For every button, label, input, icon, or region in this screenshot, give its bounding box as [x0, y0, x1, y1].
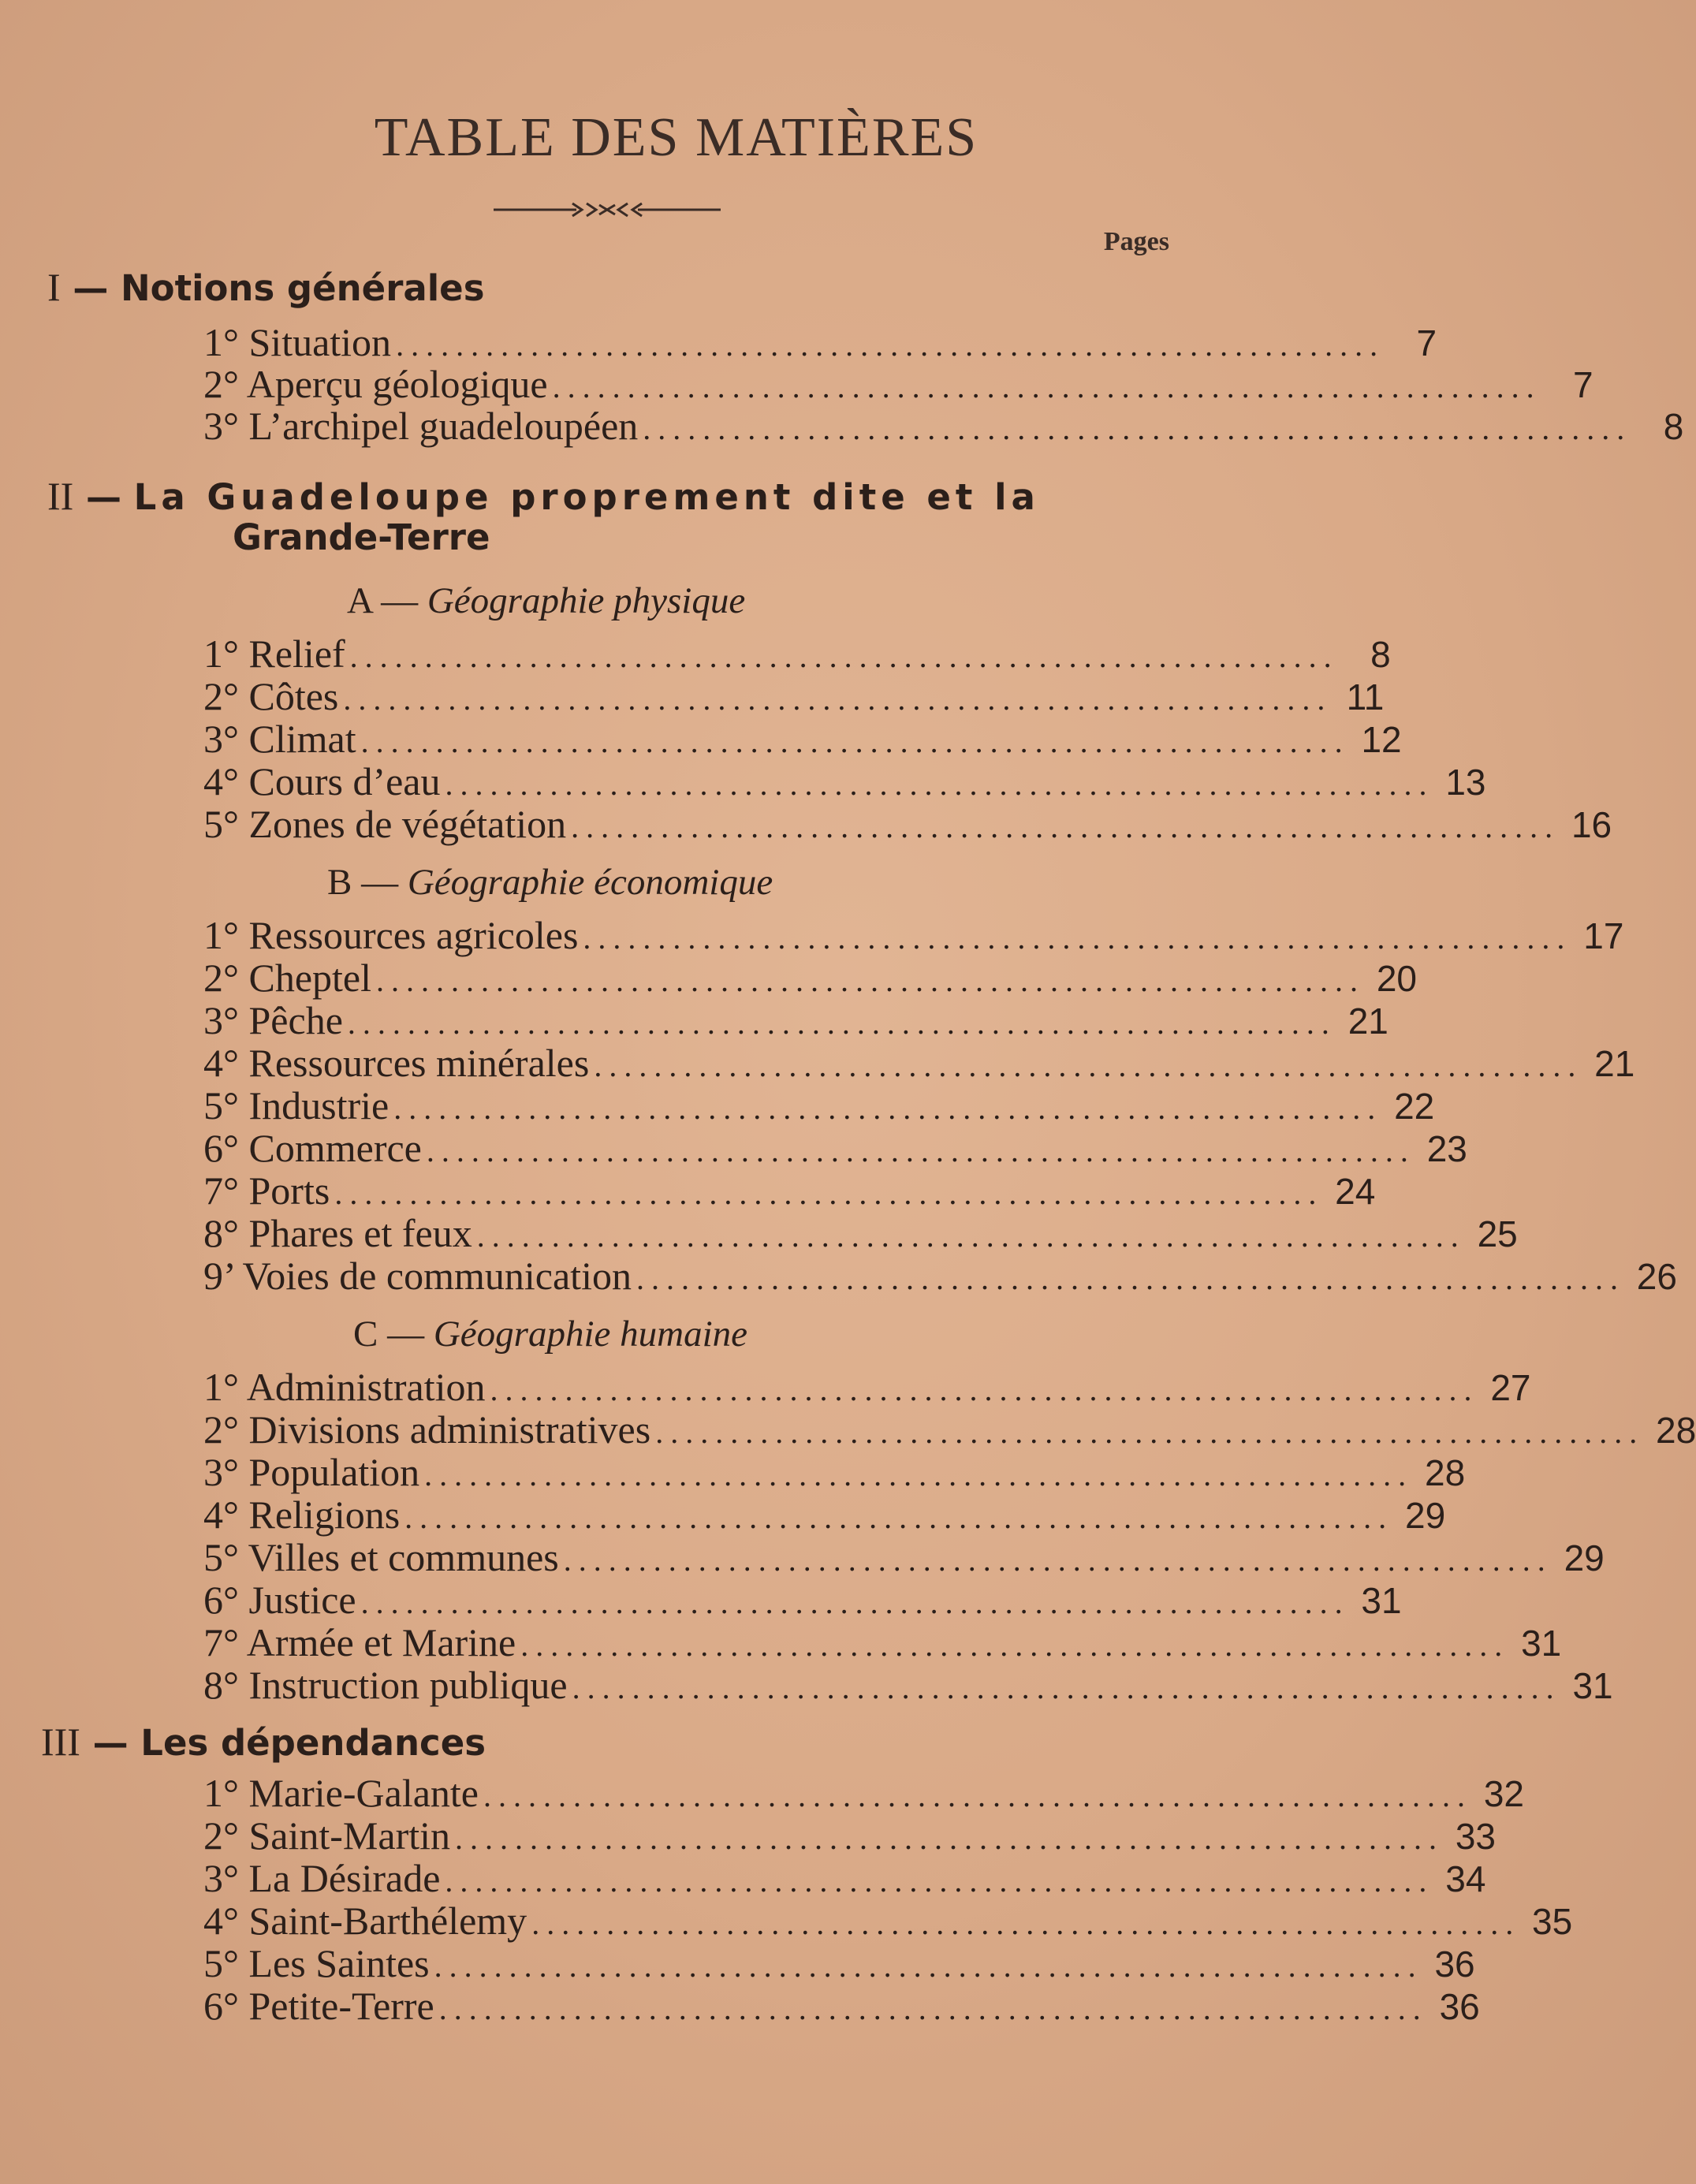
entry-label: 4° Cours d’eau	[203, 759, 441, 803]
dot-leader: ..................................................................	[343, 681, 1333, 717]
toc-entry[interactable]	[203, 1125, 1467, 1170]
dot-leader: ..................................................................	[404, 1500, 1394, 1535]
entry-page: 36	[1434, 1944, 1475, 1985]
section-roman: III	[41, 1720, 80, 1764]
subsection-dash: —	[381, 580, 419, 621]
entry-label: 2° Côtes	[203, 674, 339, 718]
subsection-letter: A	[347, 580, 372, 621]
page-title: TABLE DES MATIÈRES	[374, 107, 978, 168]
toc-entry[interactable]	[203, 1083, 1435, 1127]
toc-entry[interactable]	[203, 1898, 1573, 1943]
dot-leader: ..................................................................	[531, 1906, 1521, 1941]
dot-leader: ..................................................................	[571, 809, 1560, 844]
dot-leader: ..................................................................	[636, 1261, 1625, 1296]
section-dash: —	[85, 476, 121, 518]
toc-entry[interactable]	[203, 1534, 1605, 1579]
toc-entry[interactable]	[203, 1940, 1475, 1985]
toc-entry[interactable]	[203, 1492, 1446, 1537]
entry-page: 22	[1394, 1086, 1435, 1127]
dot-leader: ..................................................................	[393, 1090, 1383, 1126]
entry-page: 31	[1361, 1580, 1402, 1621]
entry-label: 2° Divisions administratives	[203, 1407, 651, 1452]
entry-label: 4° Saint-Barthélemy	[203, 1899, 527, 1943]
entry-page: 8	[1663, 406, 1684, 447]
entry-page: 28	[1425, 1452, 1466, 1493]
dot-leader: ..................................................................	[334, 1176, 1324, 1211]
section-title-continued: Grande-Terre	[233, 516, 490, 558]
section-dash: —	[73, 267, 109, 309]
toc-entry[interactable]	[203, 1253, 1677, 1298]
dot-leader: ..................................................................	[490, 1372, 1479, 1407]
entry-page: 36	[1439, 1986, 1480, 2027]
entry-label: 6° Justice	[203, 1578, 356, 1622]
entry-page: 7	[1416, 322, 1437, 363]
section-roman: I	[47, 265, 61, 309]
toc-entry[interactable]	[203, 1619, 1562, 1664]
toc-entry[interactable]	[203, 631, 1391, 676]
toc-entry[interactable]	[203, 361, 1593, 406]
dot-leader: ..................................................................	[445, 1863, 1434, 1899]
toc-entry[interactable]	[203, 1449, 1466, 1494]
dot-leader: ..................................................................	[424, 1457, 1414, 1493]
dot-leader: ..................................................................	[396, 327, 1385, 363]
entry-label: 8° Instruction publique	[203, 1663, 568, 1707]
entry-label: 1° Relief	[203, 632, 345, 676]
entry-page: 28	[1656, 1410, 1696, 1451]
toc-entry[interactable]	[203, 1662, 1613, 1707]
dot-leader: ..................................................................	[438, 1991, 1428, 2026]
entry-label: 6° Commerce	[203, 1126, 422, 1170]
entry-page: 27	[1490, 1367, 1531, 1408]
subsection-title: Géographie économique	[407, 862, 773, 903]
entry-page: 21	[1347, 1001, 1388, 1042]
entry-label: 4° Religions	[203, 1493, 401, 1537]
entry-label: 1° Marie-Galante	[203, 1771, 479, 1815]
toc-entry[interactable]	[203, 801, 1612, 846]
ornament-divider	[494, 196, 721, 224]
toc-entry[interactable]	[203, 912, 1624, 957]
entry-label: 3° Pêche	[203, 998, 343, 1042]
entry-page: 23	[1426, 1128, 1467, 1169]
entry-page: 8	[1370, 634, 1391, 675]
entry-label: 1° Ressources agricoles	[203, 913, 579, 957]
entry-label: 5° Zones de végétation	[203, 802, 567, 846]
dot-leader: ..................................................................	[455, 1821, 1444, 1856]
entry-page: 29	[1405, 1495, 1446, 1536]
entry-label: 7° Armée et Marine	[203, 1620, 516, 1664]
subsection-heading	[327, 861, 773, 904]
dot-leader: ..................................................................	[520, 1627, 1510, 1663]
section-title: Notions générales	[121, 267, 485, 309]
dot-leader: ..................................................................	[347, 1005, 1336, 1041]
toc-entry[interactable]	[203, 1855, 1486, 1900]
entry-label: 1° Situation	[203, 320, 392, 364]
entry-page: 24	[1335, 1171, 1376, 1212]
entry-label: 7° Ports	[203, 1168, 330, 1213]
dot-leader: ..................................................................	[349, 639, 1339, 674]
entry-page: 31	[1572, 1665, 1613, 1706]
entry-label: 5° Industrie	[203, 1083, 390, 1127]
section-heading	[41, 1719, 486, 1765]
entry-label: 3° Climat	[203, 717, 356, 761]
subsection-dash: —	[361, 862, 399, 903]
toc-entry[interactable]	[203, 1813, 1497, 1858]
dot-leader: ..................................................................	[434, 1948, 1423, 1984]
entry-label: 1° Administration	[203, 1365, 486, 1409]
entry-page: 21	[1594, 1043, 1635, 1084]
entry-label: 9’ Voies de communication	[203, 1254, 632, 1298]
section-roman: II	[47, 474, 74, 518]
toc-entry[interactable]	[203, 1040, 1635, 1085]
subsection-title: Géographie humaine	[433, 1314, 747, 1355]
entry-label: 4° Ressources minérales	[203, 1041, 590, 1085]
toc-entry[interactable]	[203, 673, 1385, 718]
entry-label: 3° La Désirade	[203, 1856, 441, 1900]
dot-leader: ..................................................................	[572, 1670, 1561, 1705]
toc-entry[interactable]	[203, 955, 1418, 1000]
toc-entry[interactable]	[203, 997, 1388, 1042]
entry-label: 2° Cheptel	[203, 956, 372, 1000]
entry-page: 33	[1455, 1816, 1497, 1857]
entry-label: 2° Aperçu géologique	[203, 362, 548, 406]
entry-page: 13	[1445, 762, 1486, 803]
entry-page: 26	[1636, 1256, 1677, 1297]
subsection-title: Géographie physique	[427, 580, 746, 621]
entry-page: 16	[1571, 804, 1612, 845]
toc-entry[interactable]	[203, 1577, 1402, 1622]
toc-entry[interactable]	[203, 403, 1684, 448]
dot-leader: ..................................................................	[426, 1133, 1415, 1168]
subsection-dash: —	[387, 1314, 425, 1355]
dot-leader: ..................................................................	[376, 963, 1366, 998]
dot-leader: ..................................................................	[594, 1048, 1583, 1083]
dot-leader: ..................................................................	[483, 1778, 1472, 1813]
entry-page: 29	[1564, 1537, 1605, 1578]
toc-entry[interactable]	[203, 1983, 1480, 2028]
entry-label: 2° Saint-Martin	[203, 1813, 451, 1858]
toc-entry[interactable]	[203, 1364, 1531, 1409]
subsection-letter: C	[353, 1314, 378, 1355]
subsection-heading	[347, 580, 745, 622]
entry-label: 5° Les Saintes	[203, 1941, 430, 1985]
toc-entry[interactable]	[203, 758, 1486, 803]
pages-column-label: Pages	[1103, 227, 1169, 256]
entry-label: 3° L’archipel guadeloupéen	[203, 404, 639, 448]
dot-leader: ..................................................................	[583, 920, 1572, 956]
entry-label: 8° Phares et feux	[203, 1211, 472, 1255]
subsection-heading	[353, 1313, 747, 1355]
entry-page: 7	[1572, 364, 1593, 405]
entry-page: 32	[1483, 1773, 1524, 1814]
dot-leader: ..................................................................	[360, 1585, 1350, 1620]
entry-page: 20	[1376, 958, 1418, 999]
dot-leader: ..................................................................	[655, 1414, 1645, 1450]
toc-entry[interactable]	[203, 1407, 1696, 1452]
toc-entry[interactable]	[203, 1770, 1524, 1815]
entry-page: 35	[1532, 1901, 1573, 1942]
entry-label: 3° Population	[203, 1450, 420, 1494]
dot-leader: ..................................................................	[476, 1218, 1466, 1254]
entry-label: 6° Petite-Terre	[203, 1984, 434, 2028]
entry-page: 11	[1346, 676, 1385, 717]
entry-label: 5° Villes et communes	[203, 1535, 559, 1579]
entry-page: 25	[1477, 1213, 1518, 1254]
dot-leader: ..................................................................	[360, 724, 1350, 759]
entry-page: 31	[1521, 1623, 1562, 1664]
dot-leader: ..................................................................	[563, 1542, 1552, 1578]
dot-leader: ..................................................................	[552, 369, 1541, 404]
toc-entry[interactable]	[203, 319, 1437, 364]
section-title: La Guadeloupe proprement dite et la	[133, 476, 1040, 518]
toc-entry[interactable]	[203, 1168, 1376, 1213]
toc-entry[interactable]	[203, 716, 1402, 761]
entry-page: 34	[1445, 1858, 1486, 1899]
entry-page: 17	[1583, 915, 1624, 956]
entry-page: 12	[1361, 719, 1402, 760]
dot-leader: ..................................................................	[643, 411, 1632, 446]
section-heading	[47, 473, 1040, 519]
section-title: Les dépendances	[140, 1722, 486, 1764]
dot-leader: ..................................................................	[445, 766, 1434, 802]
section-dash: —	[92, 1722, 129, 1764]
subsection-letter: B	[327, 862, 352, 903]
section-heading	[47, 264, 485, 310]
toc-entry[interactable]	[203, 1210, 1518, 1255]
